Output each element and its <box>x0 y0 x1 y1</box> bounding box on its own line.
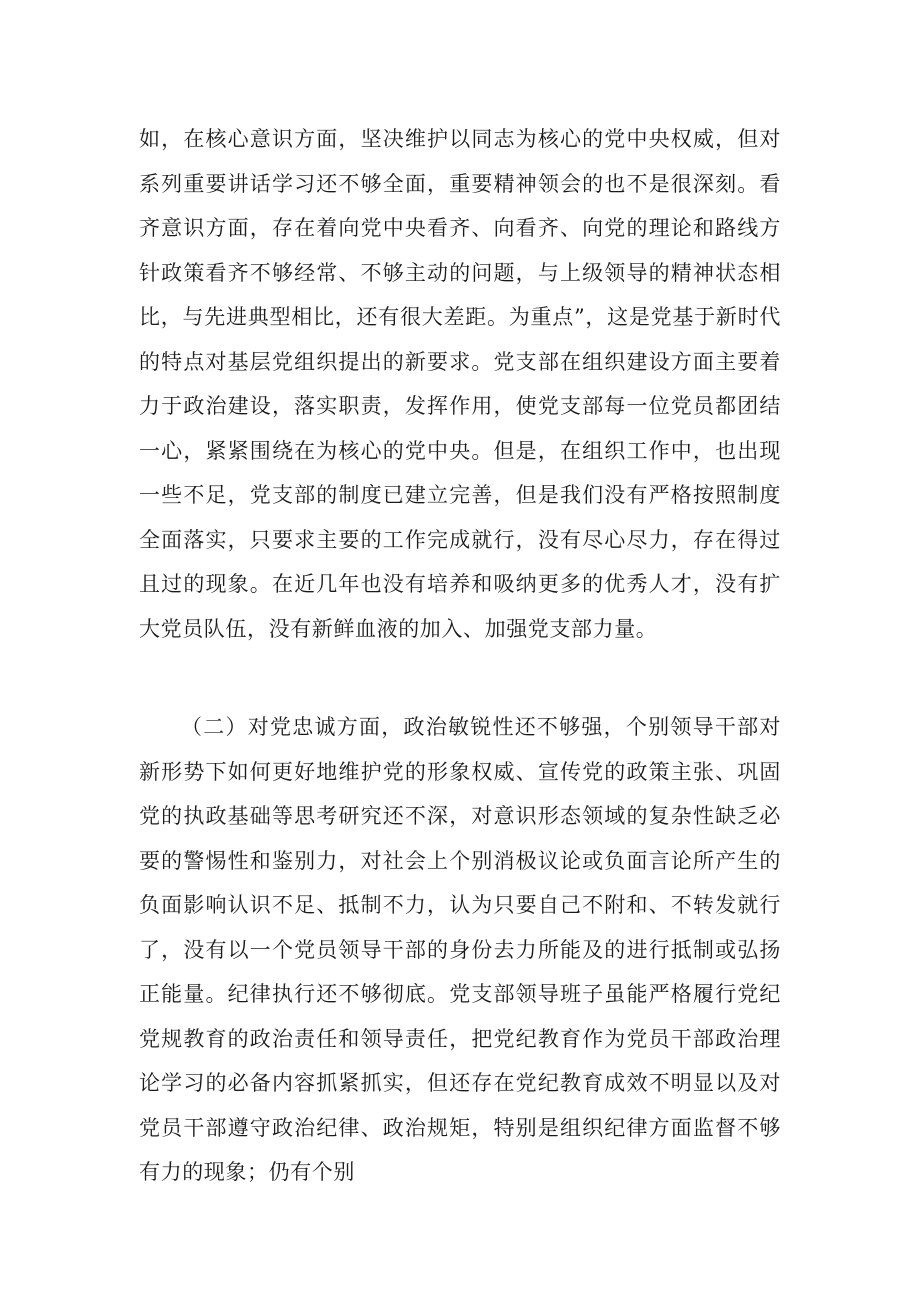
paragraph-2: （二）对党忠诚方面，政治敏锐性还不够强，个别领导干部对新形势下如何更好地维护党的形象权威、宣传党的政策主张、巩固党的执政基础等思考研究还不深，对意识形态领域的复杂性缺乏必要的警惕性和鉴别力，对社会上个别消极议论或负面言论所产生的负面影响认识不足、抵制不力，认为只要自己不附和、不转发就行了，没有以一个党员领导干部的身份去力所能及的进行抵制或弘扬正能量。纪律执行还不够彻底。党支部领导班子虽能严格履行党纪党规教育的政治责任和领导责任，把党纪教育作为党员干部政治理论学习的必备内容抓紧抓实，但还存在党纪教育成效不明显以及对党员干部遵守政治纪律、政治规矩，特别是组织纪律方面监督不够有力的现象；仍有个别 <box>139 715 781 1184</box>
paragraph-1: 如，在核心意识方面，坚决维护以同志为核心的党中央权威，但对系列重要讲话学习还不够全面，重要精神领会的也不是很深刻。看齐意识方面，存在着向党中央看齐、向看齐、向党的理论和路线方针政策看齐不够经常、不够主动的问题，与上级领导的精神状态相比，与先进典型相比，还有很大差距。为重点”，这是党基于新时代的特点对基层党组织提出的新要求。党支部在组织建设方面主要着力于政治建设，落实职责，发挥作用，使党支部每一位党员都团结一心，紧紧围绕在为核心的党中央。但是，在组织工作中，也出现一些不足，党支部的制度已建立完善，但是我们没有严格按照制度全面落实，只要求主要的工作完成就行，没有尽心尽力，存在得过且过的现象。在近几年也没有培养和吸纳更多的优秀人才，没有扩大党员队伍，没有新鲜血液的加入、加强党支部力量。 <box>139 127 781 641</box>
